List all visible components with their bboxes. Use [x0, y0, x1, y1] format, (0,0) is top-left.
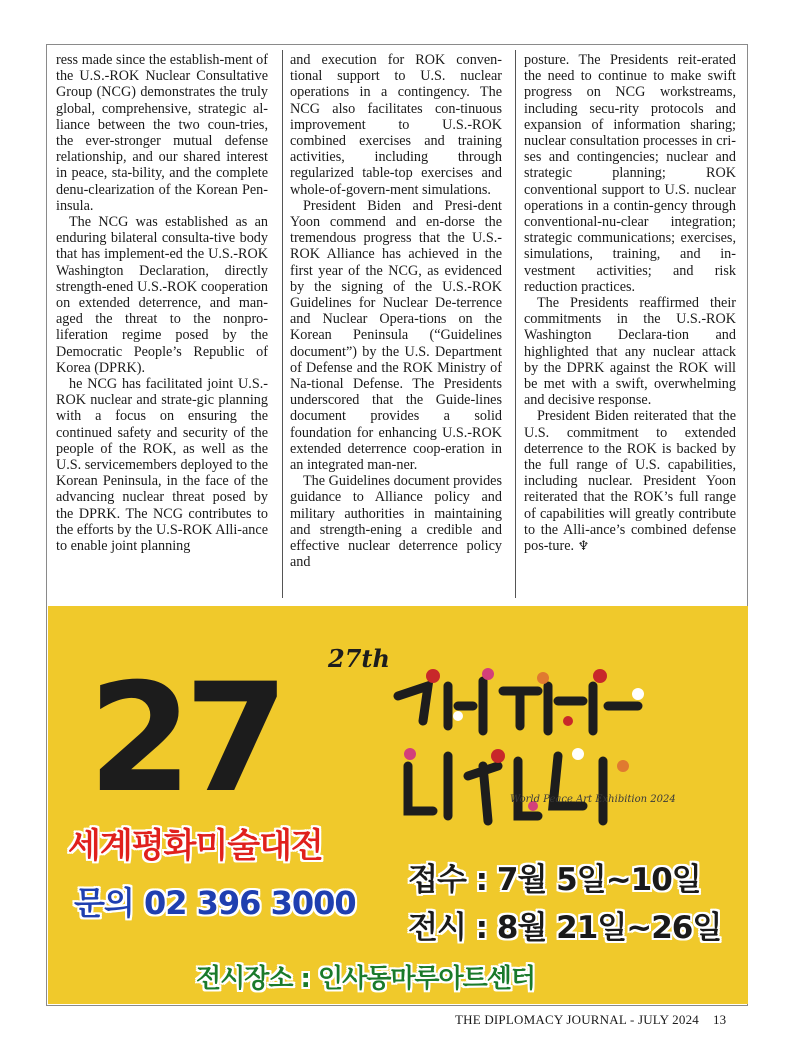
ad-reception-dates: 접수 : 7월 5일~10일 — [408, 862, 701, 898]
big-number-27: 27 — [88, 652, 281, 826]
journal-name: THE DIPLOMACY JOURNAL - JULY 2024 — [455, 1012, 699, 1027]
ad-phone: 문의 02 396 3000 — [74, 884, 356, 922]
floral-lettering-art — [338, 646, 678, 856]
paragraph: he NCG has facilitated joint U.S.-ROK nuclear and strate-gic planning with a focus on ensuring the continued safety and security of the people of the ROK, as well as the U.S. servicemembers deployed to the Korean Peninsula, in the face of the advancing nuclear threat posed by the DPRK. The NCG contributes to the efforts by the U.S-ROK Alli-ance to enable joint planning — [56, 376, 268, 555]
paragraph: and execution for ROK conven-tional support to U.S. nuclear operations in a contingency. The NCG also facilitates con-tinuous improvement to U.S.-ROK combined exercises and training activities, including through regularized table-top exercises and whole-of-govern-ment simulations. — [290, 52, 502, 198]
end-mark-icon: ♆ — [577, 538, 590, 554]
paragraph: The Presidents reaffirmed their commitments in the U.S.-ROK Washington Declara-tion and highlighted that any nuclear attack by the DPRK against the ROK will be met with a swift, overwhelming and decisive response. — [524, 295, 736, 409]
exhibition-advertisement — [48, 606, 748, 1004]
paragraph — [524, 408, 736, 554]
paragraph: The NCG was established as an enduring bilateral consulta-tive body that has implement-ed the U.S.-ROK Washington Declaration, directly strength-ened U.S.-ROK cooperation on extended deterrence, and man-aged the threat to the nonpro-liferation regime posed by the Democratic People’s Republic of Korea (DPRK). — [56, 214, 268, 376]
paragraph-text: President Biden reiterated that the U.S. commitment to extended deterrence to the ROK is backed by the full range of U.S. capabilities, including nuclear. President Yoon reiterated that the ROK’s full range of capabilities will greatly contribute to the Alli-ance’s combined defense pos-ture. — [524, 408, 736, 555]
page-number: 13 — [712, 1012, 727, 1027]
column-rule — [282, 50, 283, 598]
page-footer — [455, 1012, 726, 1028]
edition-label: 27th — [328, 644, 390, 673]
paragraph: President Biden and Presi-dent Yoon commend and en-dorse the tremendous progress that the U.S.-ROK Alliance has achieved in the first year of the NCG, as evidenced by the signing of the U.S.-ROK Guidelines for Nuclear De-terrence and Nuclear Opera-tions on the Korean Peninsula (“Guidelines document”) by the U.S. Department of Defense and the ROK Ministry of Na-tional Defense. The Presidents underscored that the Guide-lines document provides a solid foundation for enhancing U.S.-ROK extended deterrence coop-eration in an integrated man-ner. — [290, 197, 502, 474]
paragraph: The Guidelines document provides guidance to Alliance policy and military authorities in maintaining and strength-ening a credible and effective nuclear deterrence policy and — [290, 473, 502, 571]
article-column-1 — [56, 52, 268, 554]
article-column-3 — [524, 52, 736, 554]
ad-venue: 전시장소 : 인사동마루아트센터 — [196, 964, 536, 994]
article-body — [46, 46, 748, 606]
article-column-2 — [290, 52, 502, 571]
ad-title: 세계평화미술대전 — [68, 826, 323, 866]
ad-exhibition-dates: 전시 : 8월 21일~26일 — [408, 910, 722, 946]
paragraph: posture. The Presidents reit-erated the need to continue to make swift progress on NCG workstreams, including secu-rity protocols and expansion of information sharing; nuclear consultation processes in cri-ses and contingencies; nuclear and strategic planning; ROK conventional support to U.S. nuclear operations in a contin-gency through conventional-nu-clear integration; strategic communications; exercises, simulations, training, and in-vestment activities; and risk reduction practices. — [524, 52, 736, 295]
art-subtitle: World Peace Art Exhibition 2024 — [510, 794, 676, 805]
column-rule — [515, 50, 516, 598]
paragraph: ress made since the establish-ment of the U.S.-ROK Nuclear Consultative Group (NCG) demonstrates the truly global, comprehensive, strategic al-liance between the two coun-tries, the ever-stronger mutual defense relationship, and our shared interest in peace, sta-bility, and the complete denu-clearization of the Korean Pen-insula. — [56, 52, 268, 214]
